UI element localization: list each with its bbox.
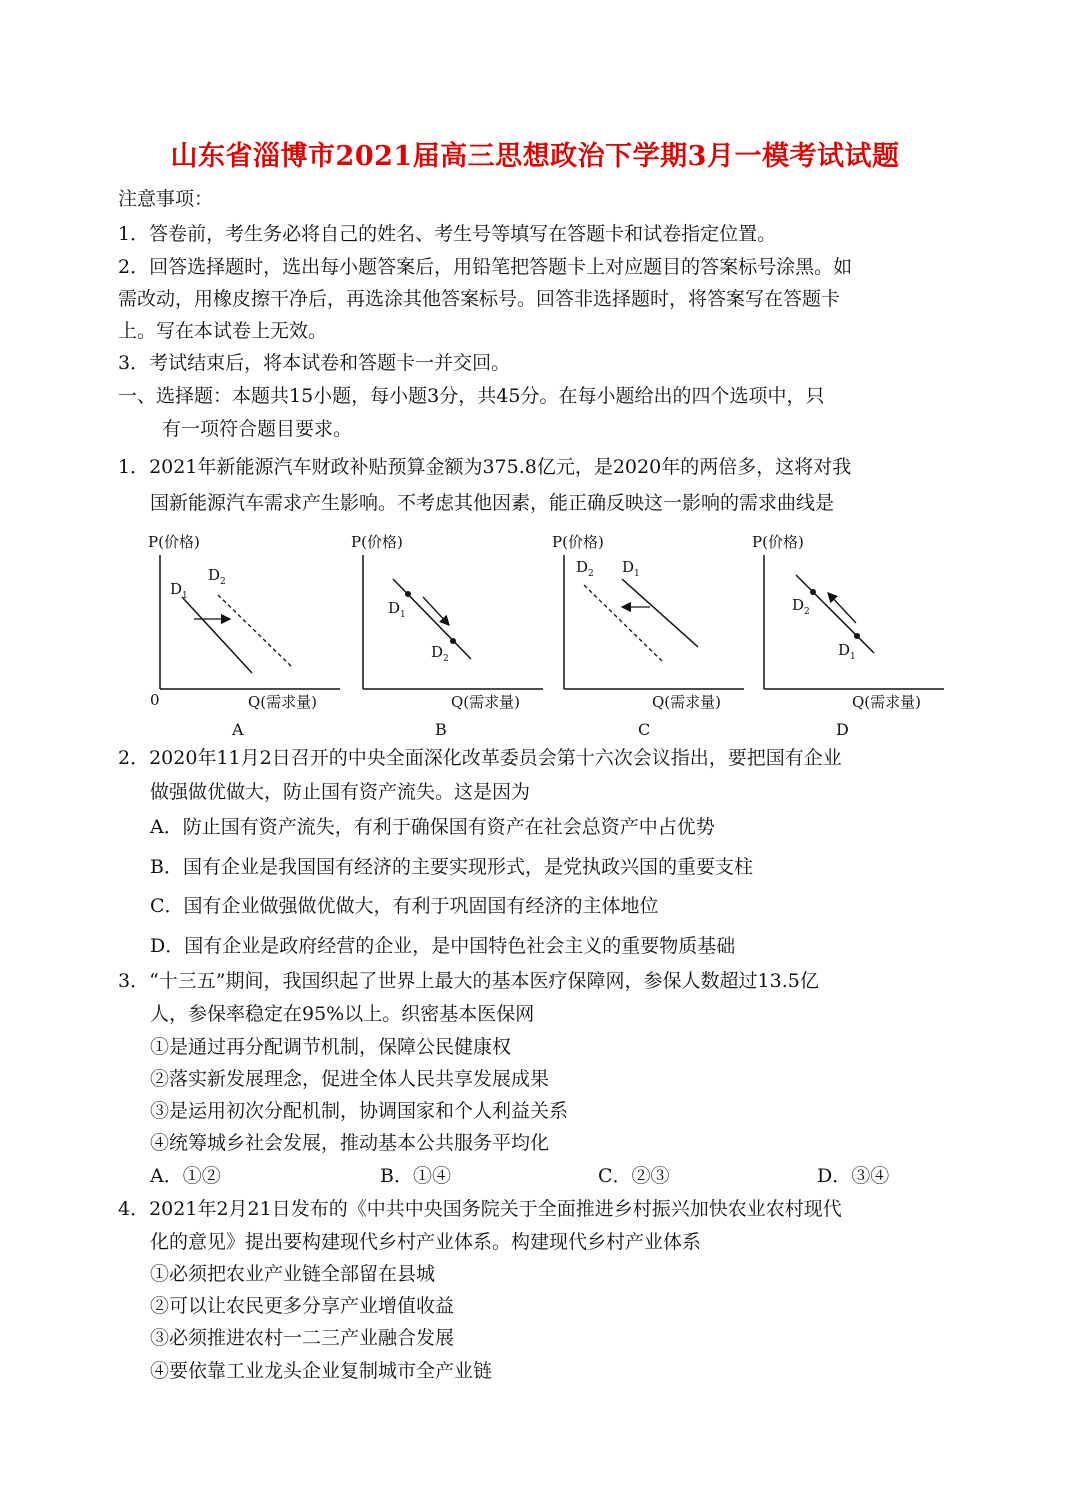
panel-label-b: B (435, 720, 447, 739)
q3-choice-a: A．①② (150, 1165, 221, 1187)
q-axis-label: Q(需求量) (852, 693, 922, 711)
diagram-panel-c (552, 533, 744, 739)
q3-choice-b: B．①④ (380, 1165, 451, 1187)
label-d2: $D_2$ (576, 558, 594, 579)
panel-label-d: D (836, 720, 849, 739)
q3-statement-3: ③是运用初次分配机制，协调国家和个人利益关系 (150, 1100, 569, 1122)
label-d1: $D_1$ (170, 580, 188, 601)
q-axis-label: Q(需求量) (248, 693, 318, 711)
q4-statement-3: ③必须推进农村一二三产业融合发展 (150, 1327, 455, 1349)
q3-choice-c: C．②③ (598, 1165, 670, 1187)
q3-line-1: 3．“十三五”期间，我国织起了世界上最大的基本医疗保障网，参保人数超过13.5亿 (118, 970, 819, 992)
p-axis-label: P(价格) (552, 533, 604, 551)
label-d1: $D_1$ (622, 558, 640, 579)
movement-arrow (423, 597, 449, 625)
q-axis-label: Q(需求量) (652, 693, 722, 711)
q2-option-d: D．国有企业是政府经营的企业，是中国特色社会主义的重要物质基础 (150, 935, 736, 957)
diagram-panel-a (148, 533, 340, 739)
q3-choice-d: D．③④ (817, 1165, 890, 1187)
notice-item-3: 3．考试结束后，将本试卷和答题卡一并交回。 (118, 352, 511, 374)
label-d1: $D_1$ (838, 641, 856, 662)
p-axis-label: P(价格) (752, 533, 804, 551)
point-d1 (405, 591, 411, 597)
q4-statement-4: ④要依靠工业龙头企业复制城市全产业链 (150, 1360, 493, 1382)
demand-curve-diagrams (130, 527, 950, 742)
q3-line-2: 人，参保率稳定在95%以上。织密基本医保网 (150, 1003, 535, 1025)
section-1-line-1: 一、选择题：本题共15小题，每小题3分，共45分。在每小题给出的四个选项中，只 (118, 385, 825, 407)
point-d2 (450, 638, 456, 644)
q2-option-a: A．防止国有资产流失，有利于确保国有资产在社会总资产中占优势 (150, 816, 715, 838)
label-d2: $D_2$ (431, 643, 449, 664)
label-d1: $D_1$ (388, 599, 406, 620)
q3-statement-1: ①是通过再分配调节机制，保障公民健康权 (150, 1036, 512, 1058)
panel-label-c: C (638, 720, 651, 739)
origin-label: 0 (150, 691, 160, 709)
q4-line-1: 4．2021年2月21日发布的《中共中央国务院关于全面推进乡村振兴加快农业农村现代 (118, 1198, 842, 1220)
diagram-panel-d (752, 533, 944, 739)
section-1-line-2: 有一项符合题目要求。 (162, 418, 353, 440)
q3-statement-2: ②落实新发展理念，促进全体人民共享发展成果 (150, 1068, 550, 1090)
q2-option-b: B．国有企业是我国国有经济的主要实现形式，是党执政兴国的重要支柱 (150, 856, 753, 878)
q3-statement-4: ④统筹城乡社会发展，推动基本公共服务平均化 (150, 1132, 550, 1154)
notice-item-2-line-2: 需改动，用橡皮擦干净后，再选涂其他答案标号。回答非选择题时，将答案写在答题卡 (118, 288, 841, 310)
q2-line-1: 2．2020年11月2日召开的中央全面深化改革委员会第十六次会议指出，要把国有企业 (118, 747, 842, 769)
q4-line-2: 化的意见》提出要构建现代乡村产业体系。构建现代乡村产业体系 (150, 1231, 702, 1253)
label-d2: $D_2$ (792, 596, 810, 617)
curve-d1 (622, 579, 698, 647)
panel-label-a: A (232, 720, 244, 739)
notice-heading: 注意事项： (118, 188, 214, 210)
movement-arrow (828, 593, 856, 623)
curve-d1 (182, 597, 252, 673)
curve-d2 (218, 595, 292, 667)
q3-choices (150, 1164, 950, 1188)
q-axis-label: Q(需求量) (451, 693, 521, 711)
q4-statement-2: ②可以让农民更多分享产业增值收益 (150, 1295, 455, 1317)
p-axis-label: P(价格) (148, 533, 200, 551)
point-d1 (854, 633, 860, 639)
curve-d2 (584, 585, 662, 661)
q2-option-c: C．国有企业做强做优做大，有利于巩固国有经济的主体地位 (150, 895, 659, 917)
label-d2: $D_2$ (208, 566, 226, 587)
document-title: 山东省淄博市2021届高三思想政治下学期3月一模考试试题 (170, 141, 900, 172)
notice-item-2-line-3: 上。写在本试卷上无效。 (118, 320, 328, 342)
notice-item-2-line-1: 2．回答选择题时，选出每小题答案后，用铅笔把答题卡上对应题目的答案标号涂黑。如 (118, 256, 853, 278)
notice-item-1: 1．答卷前，考生务必将自己的姓名、考生号等填写在答题卡和试卷指定位置。 (118, 223, 777, 245)
q1-line-1: 1．2021年新能源汽车财政补贴预算金额为375.8亿元，是2020年的两倍多，这将对我 (118, 456, 852, 478)
q4-statement-1: ①必须把农业产业链全部留在县城 (150, 1263, 436, 1285)
point-d2 (810, 589, 816, 595)
p-axis-label: P(价格) (351, 533, 403, 551)
q1-line-2: 国新能源汽车需求产生影响。不考虑其他因素，能正确反映这一影响的需求曲线是 (150, 492, 835, 514)
q2-line-2: 做强做优做大，防止国有资产流失。这是因为 (150, 781, 531, 803)
diagram-panel-b (351, 533, 543, 739)
